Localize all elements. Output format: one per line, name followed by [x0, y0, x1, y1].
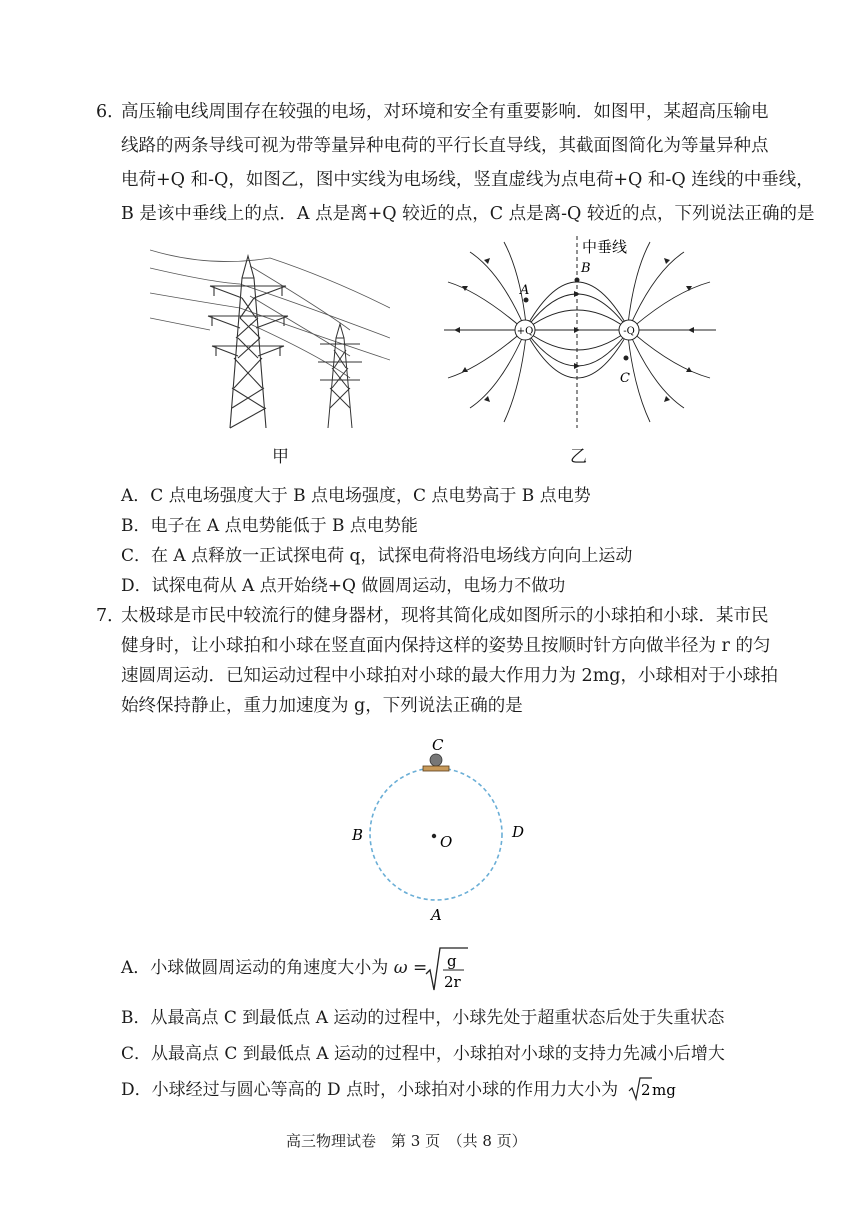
sqrt-fraction-formula — [424, 946, 470, 994]
sqrt-two-formula — [628, 1076, 678, 1102]
q7-option-a — [121, 956, 427, 980]
q7-line-3: 速圆周运动．已知运动过程中小球拍对小球的最大作用力为 2mg，小球相对于小球拍 — [121, 666, 778, 686]
q6-option-b: B．电子在 A 点电势能低于 B 点电势能 — [121, 516, 418, 536]
q7-line-1: 太极球是市民中较流行的健身器材，现将其简化成如图所示的小球拍和小球．某市民 — [121, 606, 769, 626]
q6-option-a: A．C 点电场强度大于 B 点电场强度，C 点电势高于 B 点电势 — [121, 486, 591, 506]
point-A-label: A — [431, 906, 442, 924]
point-B-label: B — [581, 261, 591, 276]
midline-label: 中垂线 — [582, 238, 628, 256]
q7-line-4: 始终保持静止，重力加速度为 g，下列说法正确的是 — [121, 696, 523, 716]
plus-charge-label: +Q — [516, 326, 534, 337]
q7-number: 7． — [96, 606, 125, 626]
figure-power-towers — [150, 238, 390, 438]
fraction-numerator: g — [447, 952, 457, 970]
q6-line-3: 电荷+Q 和-Q，如图乙，图中实线为电场线，竖直虚线为点电荷+Q 和-Q 连线的中垂线， — [121, 170, 814, 190]
q6-line-2: 线路的两条导线可视为带等量异种电荷的平行长直导线，其截面图简化为等量异种点 — [121, 136, 769, 156]
unit-mg: mg — [652, 1081, 676, 1099]
fraction-denominator: 2r — [444, 973, 461, 991]
q7-option-d — [121, 1078, 618, 1102]
omega-symbol: ω = — [393, 958, 428, 978]
q6-number: 6． — [96, 102, 125, 122]
q6-line-4: B 是该中垂线上的点．A 点是离+Q 较近的点，C 点是离-Q 较近的点，下列说法正确的是 — [121, 204, 815, 224]
radicand: 2 — [641, 1081, 651, 1099]
q7-option-b: B．从最高点 C 到最低点 A 运动的过程中，小球先处于超重状态后处于失重状态 — [121, 1008, 725, 1028]
point-B-label: B — [352, 826, 364, 844]
page-footer: 高三物理试卷 第 3 页 （共 8 页） — [286, 1132, 527, 1150]
figure-field-lines — [440, 232, 720, 432]
point-C-label: C — [432, 736, 444, 754]
q6-option-c: C．在 A 点释放一正试探电荷 q，试探电荷将沿电场线方向向上运动 — [121, 546, 633, 566]
q7-line-2: 健身时，让小球拍和小球在竖直面内保持这样的姿势且按顺时针方向做半径为 r 的匀 — [121, 636, 771, 656]
q6-line-1: 高压输电线周围存在较强的电场，对环境和安全有重要影响．如图甲，某超高压输电 — [121, 102, 769, 122]
q6-option-d: D．试探电荷从 A 点开始绕+Q 做圆周运动，电场力不做功 — [121, 576, 566, 596]
minus-charge-label: -Q — [623, 326, 635, 337]
figure-left-caption: 甲 — [272, 447, 289, 467]
q7-option-a-text: A．小球做圆周运动的角速度大小为 — [121, 958, 389, 978]
center-O-label: O — [440, 833, 453, 851]
point-C-label: C — [620, 371, 630, 386]
figure-circular-motion — [340, 730, 540, 925]
q7-option-c: C．从最高点 C 到最低点 A 运动的过程中，小球拍对小球的支持力先减小后增大 — [121, 1044, 725, 1064]
point-D-label: D — [512, 823, 525, 841]
figure-right-caption: 乙 — [570, 447, 587, 467]
q7-option-d-text: D．小球经过与圆心等高的 D 点时，小球拍对小球的作用力大小为 — [121, 1080, 619, 1100]
point-A-label: A — [520, 283, 530, 298]
